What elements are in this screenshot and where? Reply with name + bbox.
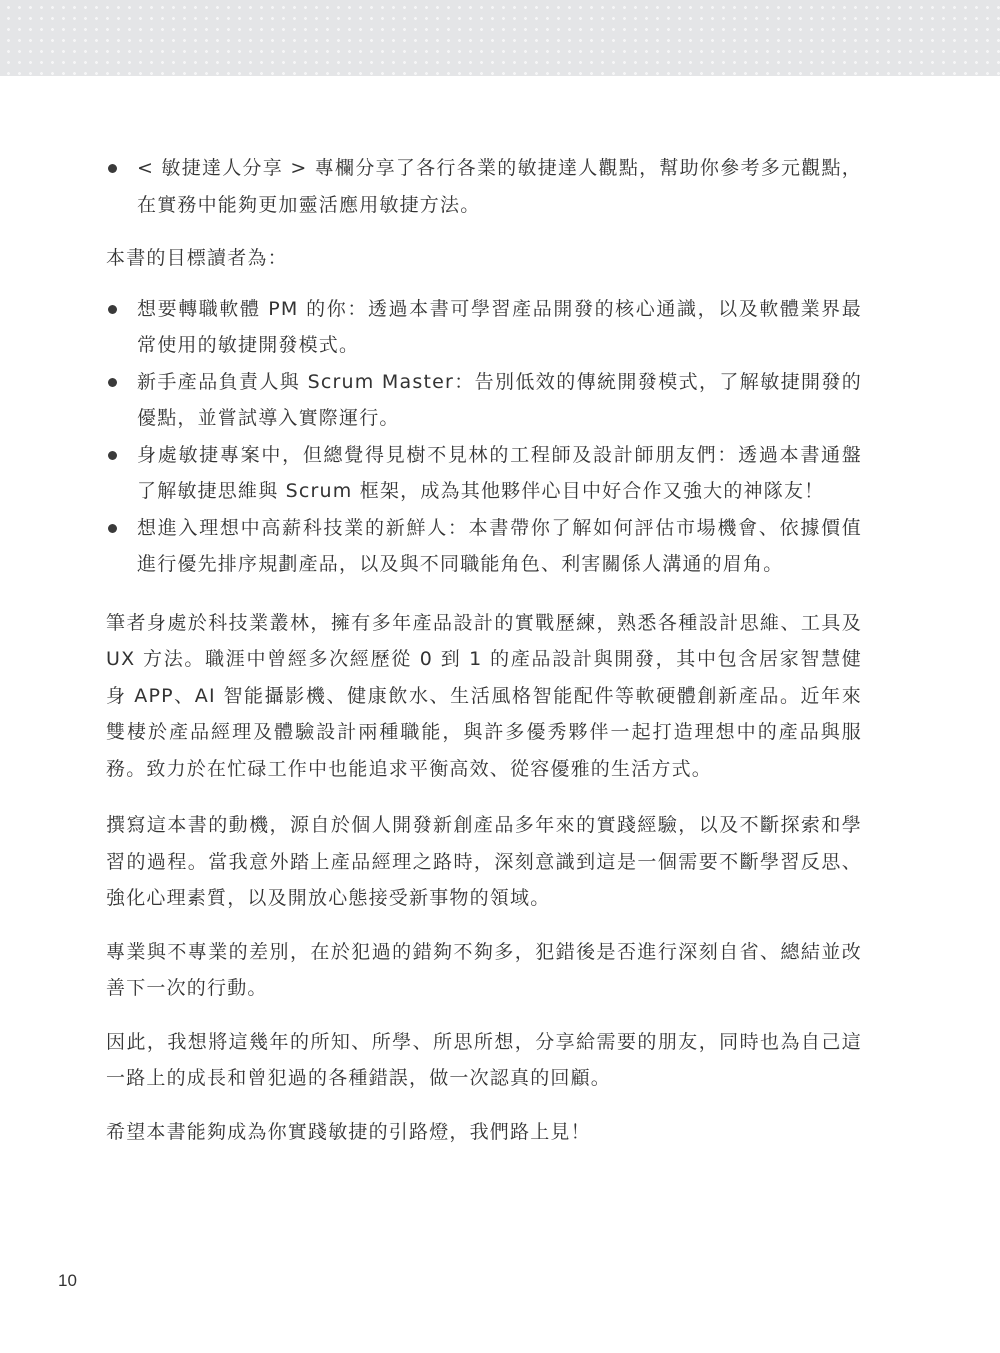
list-item-text: 身處敏捷專案中，但總覺得見樹不見林的工程師及設計師朋友們：透過本書通盤了解敏捷思維與 Scrum 框架，成為其他夥伴心目中好合作又強大的神隊友！ bbox=[137, 443, 862, 502]
list-item-text: < 敏捷達人分享 > 專欄分享了各行各業的敏捷達人觀點，幫助你參考多元觀點，在實務中能夠更加靈活應用敏捷方法。 bbox=[137, 157, 862, 216]
author-background-paragraph: 筆者身處於科技業叢林，擁有多年產品設計的實戰歷練，熟悉各種設計思維、工具及 UX 方法。職涯中曾經多次經歷從 0 到 1 的產品設計與開發，其中包含居家智慧健身 APP、AI 智能攝影機、健康飲水、生活風格智能配件等軟硬體創新產品。近年來雙棲於產品經理及體驗設計兩種職能，與許多優秀夥伴一起打造理想中的產品與服務。致力於在忙碌工作中也能追求平衡高效、從容優雅的生活方式。 bbox=[106, 611, 862, 780]
closing-paragraph: 希望本書能夠成為你實踐敏捷的引路燈，我們路上見！ bbox=[106, 1120, 591, 1143]
professionalism-paragraph: 專業與不專業的差別，在於犯過的錯夠不夠多，犯錯後是否進行深刻自省、總結並改善下一次的行動。 bbox=[106, 940, 862, 999]
list-item-text: 想要轉職軟體 PM 的你：透過本書可學習產品開發的核心通識，以及軟體業界最常使用的敏捷開發模式。 bbox=[137, 297, 862, 356]
audience-bullet-list bbox=[106, 291, 862, 583]
motivation-paragraph: 撰寫這本書的動機，源自於個人開發新創產品多年來的實踐經驗，以及不斷探索和學習的過程。當我意外踏上產品經理之路時，深刻意識到這是一個需要不斷學習反思、強化心理素質，以及開放心態接受新事物的領域。 bbox=[106, 814, 862, 909]
decorative-header-band bbox=[0, 0, 1000, 76]
list-item-text: 想進入理想中高薪科技業的新鮮人：本書帶你了解如何評估市場機會、依據價值進行優先排序規劃產品，以及與不同職能角色、利害關係人溝通的眉角。 bbox=[137, 516, 862, 575]
list-item bbox=[106, 437, 862, 510]
page-content bbox=[106, 150, 862, 1150]
bullet-icon bbox=[108, 451, 117, 460]
bullet-icon bbox=[108, 524, 117, 533]
sharing-paragraph: 因此，我想將這幾年的所知、所學、所思所想，分享給需要的朋友，同時也為自己這一路上的成長和曾犯過的各種錯誤，做一次認真的回顧。 bbox=[106, 1030, 862, 1089]
bullet-icon bbox=[108, 164, 117, 173]
page-number: 10 bbox=[58, 1271, 77, 1290]
bullet-icon bbox=[108, 305, 117, 314]
list-item-text: 新手產品負責人與 Scrum Master：告別低效的傳統開發模式，了解敏捷開發的優點，並嘗試導入實際運行。 bbox=[137, 370, 862, 429]
list-item bbox=[106, 510, 862, 583]
list-item bbox=[106, 150, 862, 223]
intro-bullet-list bbox=[106, 150, 862, 223]
list-item bbox=[106, 291, 862, 364]
bullet-icon bbox=[108, 378, 117, 387]
list-item bbox=[106, 364, 862, 437]
audience-heading: 本書的目標讀者為： bbox=[106, 247, 288, 269]
